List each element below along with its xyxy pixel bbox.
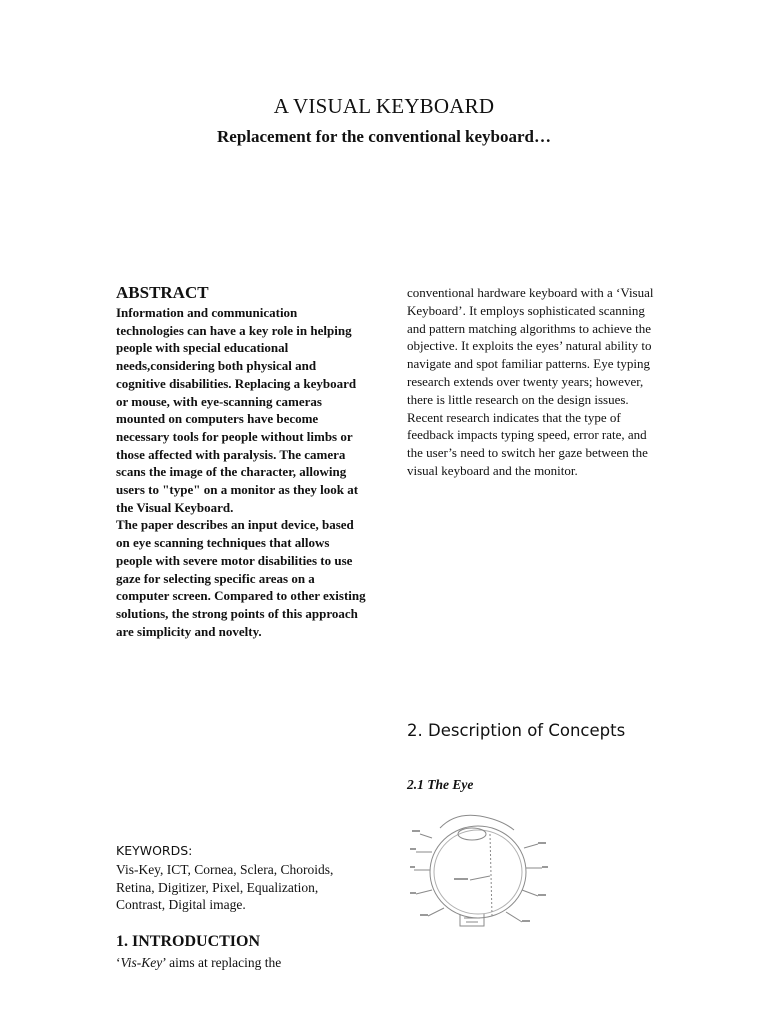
vis-key-term: Vis-Key [120,955,163,970]
page-subtitle: Replacement for the conventional keyboard… [217,127,551,146]
intro-open-quote: ‘ [116,955,121,970]
abstract-paragraph-1: Information and communication technologies can have a key role in helping people with special educational needs,considering both physical and cognitive disabilities. Replacing a keyboard or mouse, with eye-scanning cameras mounted on computers have become necessary tools for people without limbs or those affected with paralysis. The camera scans the image of the character, allowing users to "type" on a monitor as they look at the Visual Keyboard. [116,305,359,515]
abstract-paragraph-2: The paper describes an input device, based on eye scanning techniques that allows people with severe motor disabilities to use gaze for selecting specific areas on a computer screen. Compared to other existing solutions, the strong points of this approach are simplicity and novelty. [116,517,366,639]
eye-anatomy-figure [410,808,550,936]
abstract-body [116,304,366,640]
abstract-heading: ABSTRACT [116,283,209,302]
subsection-2-1-heading: 2.1 The Eye [407,777,474,792]
page-title: A VISUAL KEYBOARD [273,94,495,118]
eye-anatomy-diagram-icon [410,808,550,936]
intro-text-rest: aims at replacing the [165,955,282,970]
introduction-text [116,955,281,971]
intro-close-quote: ’ [162,955,166,970]
right-column-paragraph: conventional hardware keyboard with a ‘Visual Keyboard’. It employs sophisticated scanning and pattern matching algorithms to achieve the objective. It exploits the eyes’ natural ability to navigate and spot familiar patterns. Eye typing research extends over twenty years; however, there is little research on the design issues. Recent research indicates that the type of feedback impacts typing speed, error rate, and the user’s need to switch her gaze between the visual keyboard and the monitor. [407,285,654,478]
introduction-heading: 1. INTRODUCTION [116,933,261,950]
keywords-heading: KEYWORDS: [116,843,193,858]
section-2-heading: 2. Description of Concepts [407,721,626,740]
keywords-list: Vis-Key, ICT, Cornea, Sclera, Choroids, Retina, Digitizer, Pixel, Equalization, Contrast, Digital image. [116,862,334,912]
